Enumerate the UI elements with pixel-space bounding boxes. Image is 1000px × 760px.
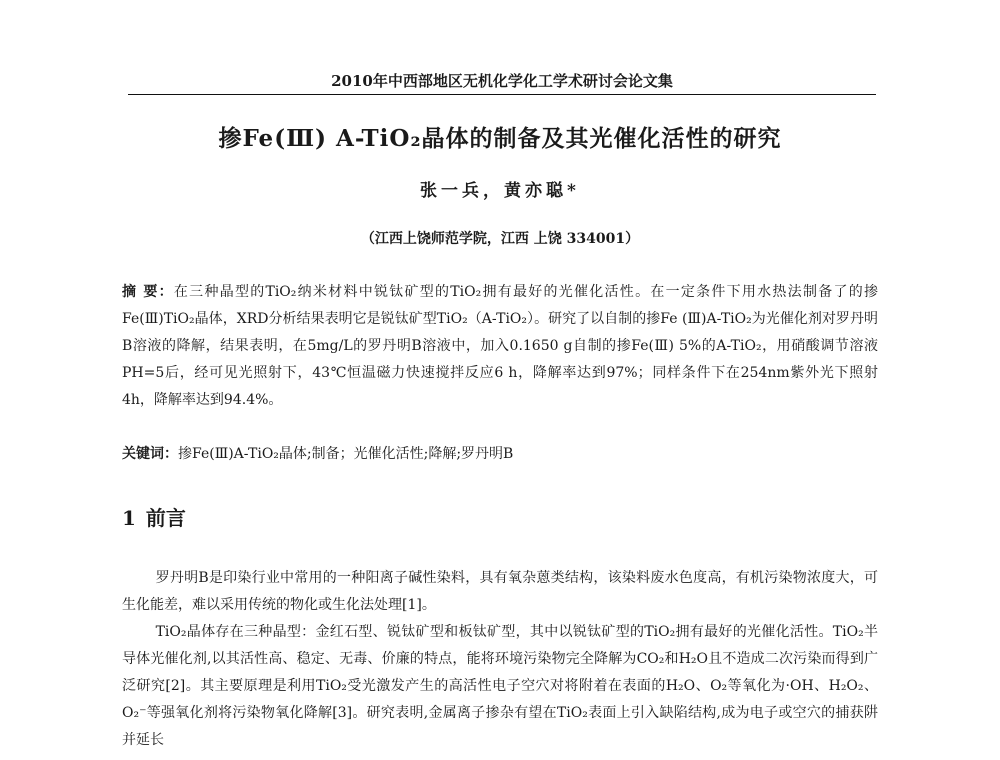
abstract-text: 在三种晶型的TiO₂纳米材料中锐钛矿型的TiO₂拥有最好的光催化活性。在一定条件下用水热法制备了的掺Fe(Ⅲ)TiO₂晶体，XRD分析结果表明它是锐钛矿型TiO₂（A-TiO₂）。研究了以自制的掺Fe (Ⅲ)A-TiO₂为光催化剂对罗丹明B溶液的降解，结果表明，在5mg/L的罗丹明B溶液中，加入0.1650 g自制的掺Fe(Ⅲ) 5%的A-TiO₂，用硝酸调节溶液PH=5后，经可见光照射下，43℃恒温磁力快速搅拌反应6 h，降解率达到97%；同样条件下在254nm紫外光下照射4h，降解率达到94.4%。 [122, 284, 878, 408]
keywords-label: 关键词： [122, 446, 178, 462]
affiliation: （江西上饶师范学院，江西 上饶 334001） [360, 231, 640, 247]
paper-title: 掺Fe(Ⅲ) A-TiO₂晶体的制备及其光催化活性的研究 [218, 125, 782, 152]
section-title: 前言 [145, 506, 186, 530]
body-text [122, 565, 878, 754]
section-number: 1 [122, 506, 136, 530]
abstract-label: 摘 要： [122, 284, 174, 300]
paragraph: 罗丹明B是印染行业中常用的一种阳离子碱性染料，具有氧杂蒽类结构，该染料废水色度高，有机污染物浓度大，可生化能差，难以采用传统的物化或生化法处理[1]。 [122, 570, 878, 613]
paragraph: TiO₂晶体存在三种晶型：金红石型、锐钛矿型和板钛矿型，其中以锐钛矿型的TiO₂拥有最好的光催化活性。TiO₂半导体光催化剂,以其活性高、稳定、无毒、价廉的特点，能将环境污染物完全降解为CO₂和H₂O且不造成二次污染而得到广泛研究[2]。其主要原理是利用TiO₂受光激发产生的高活性电子空穴对将附着在表面的H₂O、O₂等氧化为·OH、H₂O₂、O₂⁻等强氧化剂将污染物氧化降解[3]。研究表明,金属离子掺杂有望在TiO₂表面上引入缺陷结构,成为电子或空穴的捕获阱并延长 [122, 624, 878, 748]
authors: 张一兵，黄亦聪* [420, 181, 580, 201]
keywords-text: 掺Fe(Ⅲ)A-TiO₂晶体;制备；光催化活性;降解;罗丹明B [178, 446, 514, 462]
running-header-text: 2010年中西部地区无机化学化工学术研讨会论文集 [331, 72, 673, 90]
abstract [122, 279, 878, 414]
running-header [128, 70, 876, 95]
section-heading [122, 502, 186, 531]
keywords [122, 441, 878, 468]
